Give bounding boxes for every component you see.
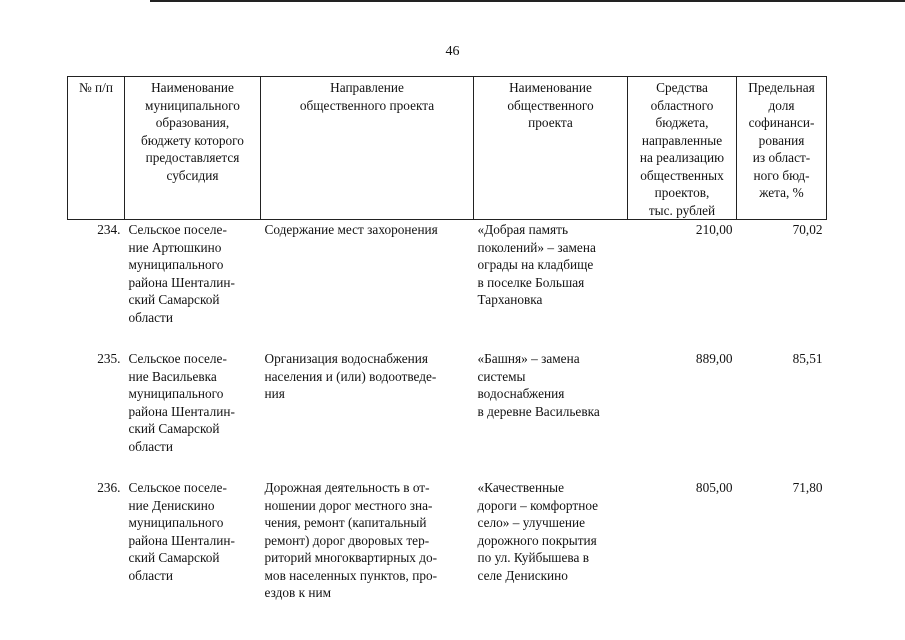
- row-municipality: Сельское поселе- ние Васильевка муниципального района Шенталин- ский Самарской области: [128, 351, 235, 454]
- scan-edge: [150, 0, 905, 2]
- row-municipality: Сельское поселе- ние Артюшкино муниципального района Шенталин- ский Самарской области: [128, 222, 235, 325]
- header-municipality: Наименование муниципального образования, бюджету которого предоставляется субсидия: [125, 77, 261, 220]
- header-direction: Направление общественного проекта: [261, 77, 474, 220]
- row-direction: Дорожная деятельность в от- ношении дорог местного зна- чения, ремонт (капитальный ремонт) дорог дворовых тер- риторий многоквартирных до- мов населенных пунктов, про- ездов к ним: [264, 480, 438, 600]
- row-share: 85,51: [792, 351, 823, 366]
- row-project: «Добрая память поколений» – замена ограды на кладбище в поселке Большая Тархановка: [477, 222, 596, 307]
- row-direction: Содержание мест захоронения: [264, 222, 438, 237]
- page-number: 46: [445, 44, 460, 59]
- row-funds: 210,00: [695, 222, 733, 237]
- header-number: № п/п: [68, 77, 125, 220]
- table-row: [68, 479, 827, 626]
- row-number: 235.: [97, 351, 121, 366]
- row-share: 70,02: [792, 222, 823, 237]
- row-funds: 889,00: [695, 351, 733, 366]
- row-funds: 805,00: [695, 480, 733, 495]
- row-number: 236.: [97, 480, 121, 495]
- table-header-row: [68, 77, 827, 220]
- row-direction: Организация водоснабжения населения и (или) водоотведе- ния: [264, 351, 437, 401]
- row-share: 71,80: [792, 480, 823, 495]
- header-share: Предельная доля софинанси- рования из област- ного бюд- жета, %: [737, 77, 827, 220]
- table-row: [68, 220, 827, 351]
- row-project: «Качественные дороги – комфортное село» – улучшение дорожного покрытия по ул. Куйбышева в селе Денискино: [477, 480, 599, 583]
- subsidy-table: [67, 76, 827, 626]
- row-number: 234.: [97, 222, 121, 237]
- header-project: Наименование общественного проекта: [474, 77, 628, 220]
- header-funds: Средства областного бюджета, направленные на реализацию общественных проектов, тыс. рублей: [628, 77, 737, 220]
- row-municipality: Сельское поселе- ние Денискино муниципального района Шенталин- ский Самарской области: [128, 480, 235, 583]
- table-row: [68, 350, 827, 479]
- row-project: «Башня» – замена системы водоснабжения в деревне Васильевка: [477, 351, 600, 419]
